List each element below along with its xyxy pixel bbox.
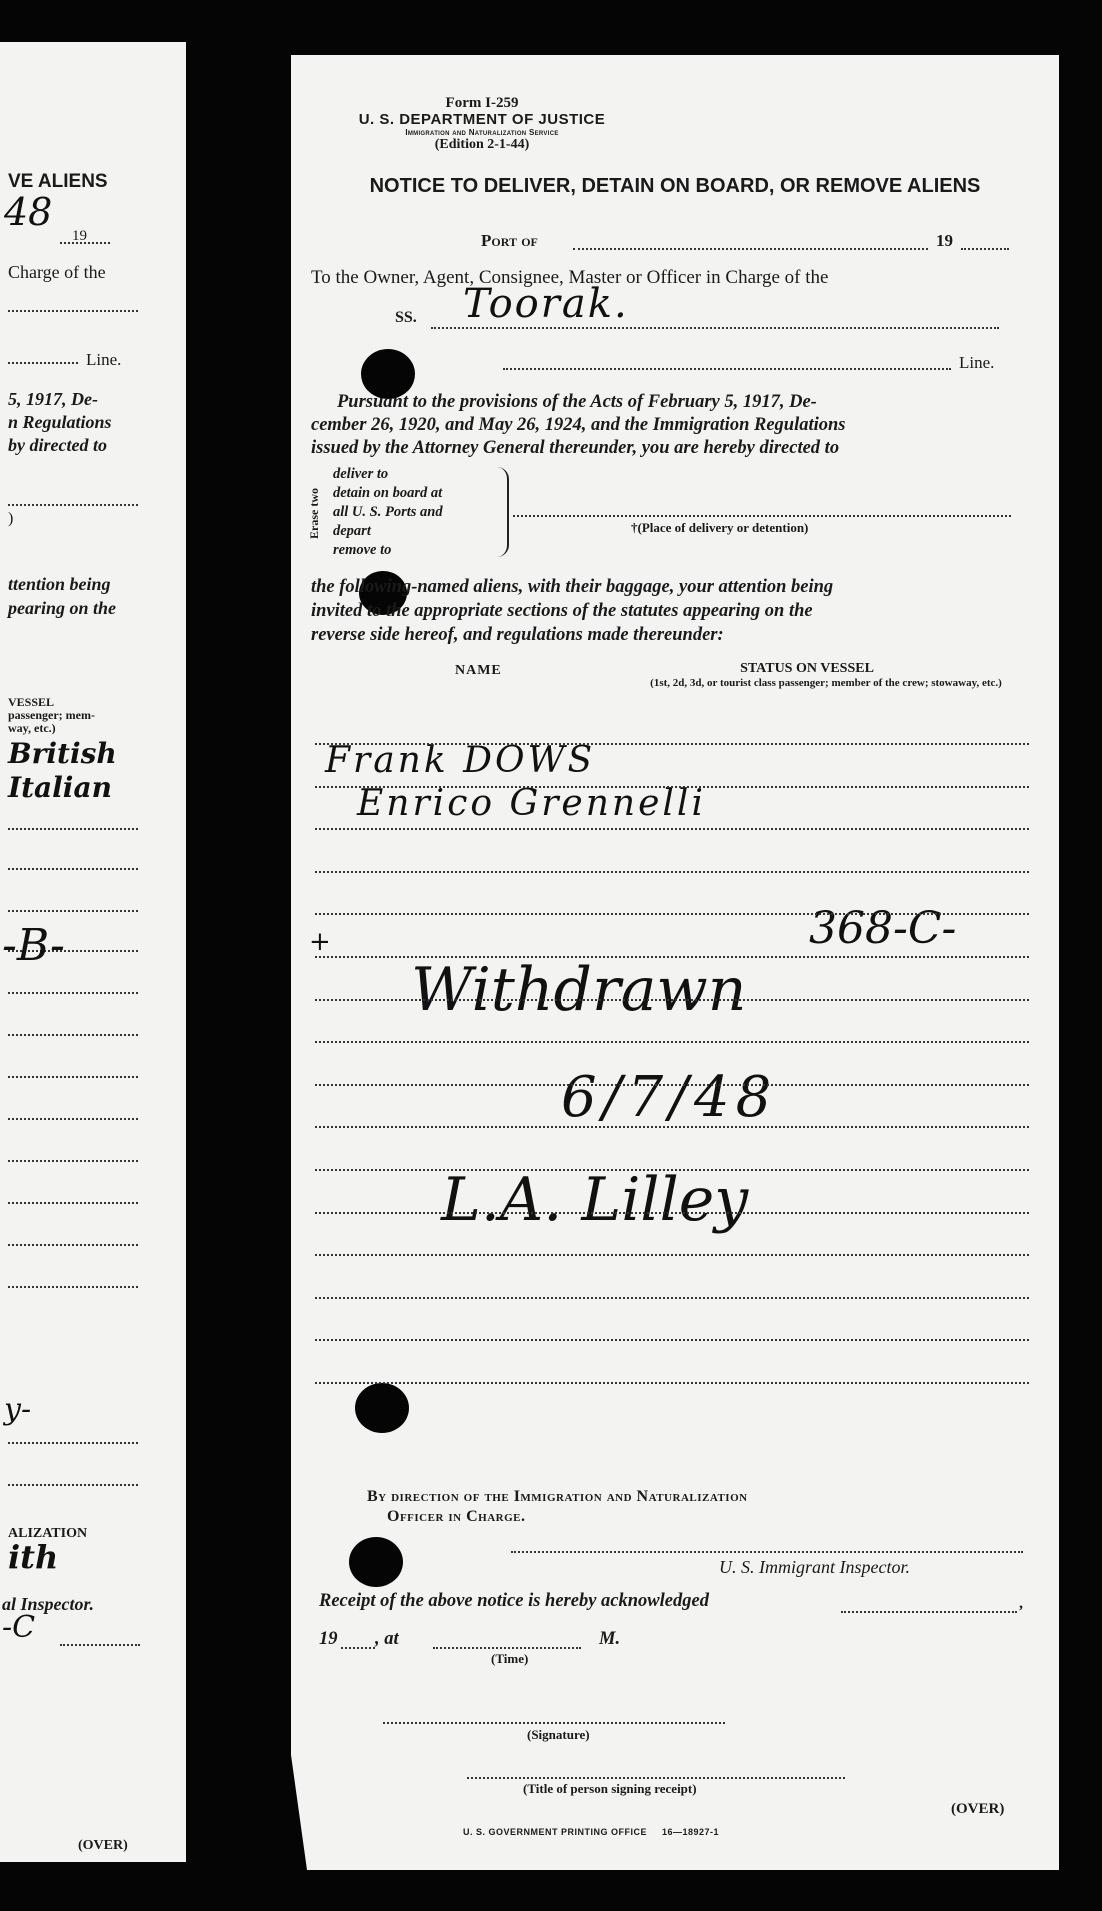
signature-line <box>383 1722 725 1724</box>
left-act-line: 5, 1917, De- <box>8 389 98 409</box>
form-title: NOTICE TO DELIVER, DETAIN ON BOARD, OR REMOVE ALIENS <box>369 175 981 197</box>
ruled-line <box>315 1126 1029 1128</box>
left-vessel-line: way, etc.) <box>8 721 56 735</box>
service: Immigration and Naturalization Service <box>405 128 559 137</box>
left-dotted-line <box>8 868 138 870</box>
withdrawn-date: 6/7/48 <box>561 1065 778 1130</box>
left-dotted-line <box>8 362 78 364</box>
title-line <box>467 1777 845 1779</box>
signature-caption: (Signature) <box>527 1727 590 1742</box>
ruled-line <box>315 743 1029 745</box>
ruled-line <box>315 828 1029 830</box>
option-detain-on-board: detain on board at <box>333 485 443 501</box>
left-attention-line: pearing on the <box>8 598 117 618</box>
option-remove-to: remove to <box>333 542 392 558</box>
option-deliver-to: deliver to <box>333 466 389 482</box>
previous-page <box>0 42 186 1862</box>
col-status-subheader: (1st, 2d, 3d, or tourist class passenger; member of the crew; stowaway, etc.) <box>650 677 1002 689</box>
port-year-prefix: 19 <box>936 231 953 250</box>
option-depart: depart <box>333 523 371 539</box>
department: U. S. DEPARTMENT OF JUSTICE <box>358 111 606 128</box>
receipt-year: 19 <box>319 1629 338 1649</box>
left-vessel-text <box>8 696 95 735</box>
left-dotted-line <box>8 1076 138 1078</box>
gpo-imprint: U. S. GOVERNMENT PRINTING OFFICE 16—18927-1 <box>462 1827 720 1837</box>
to-owner-text: To the Owner, Agent, Consignee, Master or Officer in Charge of the <box>311 267 829 288</box>
left-handwritten-code: -B- <box>2 920 65 971</box>
col-name-header: NAME <box>455 663 502 678</box>
direction-line: By direction of the Immigration and Naturalization <box>367 1488 748 1505</box>
left-act-line: by directed to <box>8 435 107 455</box>
left-vessel-line: VESSEL <box>8 695 55 709</box>
receipt-field-line <box>841 1611 1017 1613</box>
port-year-line <box>961 248 1009 250</box>
place-field-line <box>513 515 1011 517</box>
pursuant-line: Pursuant to the provisions of the Acts of February 5, 1917, De- <box>337 392 817 412</box>
left-dotted-line <box>8 1244 138 1246</box>
following-line: the following-named aliens, with their baggage, your attention being <box>311 577 834 597</box>
left-paren-fragment: ) <box>8 510 14 527</box>
left-line-fragment: Line. <box>86 350 122 369</box>
left-act-text <box>8 388 112 457</box>
title-caption: (Title of person signing receipt) <box>523 1781 697 1796</box>
place-caption: †(Place of delivery or detention) <box>631 520 809 535</box>
withdrawn-signature: L.A. Lilley <box>441 1165 749 1235</box>
left-status-british: British <box>8 737 117 770</box>
ruled-line <box>315 956 1029 958</box>
form-page <box>291 55 1059 1870</box>
left-dotted-line <box>8 1034 138 1036</box>
left-date-fragment: 19 <box>72 228 87 244</box>
following-line: reverse side hereof, and regulations made thereunder: <box>311 625 724 645</box>
ruled-line <box>315 1297 1029 1299</box>
over-label: (OVER) <box>951 1801 1005 1817</box>
handwritten-code: 368-C- <box>809 903 957 954</box>
pursuant-line: cember 26, 1920, and May 26, 1924, and the Immigration Regulations <box>311 415 846 435</box>
at-label: , at <box>375 1629 399 1649</box>
left-dotted-line <box>8 1442 138 1444</box>
ruled-line <box>315 1254 1029 1256</box>
m-label: M. <box>599 1629 621 1649</box>
receipt-comma: , <box>1019 1595 1023 1612</box>
time-field-line <box>433 1647 581 1649</box>
erase-two-label: Erase two <box>307 488 321 539</box>
ruled-line <box>315 1084 1029 1086</box>
left-charge-fragment: Charge of the <box>8 262 106 282</box>
left-dotted-line <box>8 992 138 994</box>
left-act-line: n Regulations <box>8 412 112 432</box>
left-dotted-line <box>8 504 138 506</box>
receipt-year-line <box>341 1647 375 1649</box>
left-status-italian: Italian <box>8 771 112 804</box>
ruled-line <box>315 1382 1029 1384</box>
left-attention-text <box>8 572 116 620</box>
left-dotted-line <box>8 1202 138 1204</box>
port-label: Port of <box>481 231 538 250</box>
ruled-line <box>315 786 1029 788</box>
left-date-handwritten: 48 <box>4 190 53 234</box>
direction-text <box>367 1487 748 1527</box>
left-dotted-line <box>8 1160 138 1162</box>
left-alization-fragment: ALIZATION <box>8 1526 88 1541</box>
inspector-label: U. S. Immigrant Inspector. <box>719 1557 910 1577</box>
left-date-line <box>60 242 110 244</box>
time-caption: (Time) <box>491 1651 529 1666</box>
options-bracket <box>497 467 509 557</box>
left-inspector-fragment: al Inspector. <box>2 1594 95 1614</box>
alien-name-2: Enrico Grennelli <box>357 783 706 824</box>
left-dotted-line <box>8 1286 138 1288</box>
left-dotted-line <box>8 1484 138 1486</box>
left-over-label: (OVER) <box>78 1838 128 1853</box>
pursuant-line: issued by the Attorney General thereunder, you are hereby directed to <box>311 438 840 458</box>
left-code-fragment: -C <box>2 1610 36 1645</box>
left-dotted-line <box>8 910 138 912</box>
alien-name-1: Frank DOWS <box>325 740 596 781</box>
left-dotted-line <box>8 1118 138 1120</box>
ruled-line <box>315 1339 1029 1341</box>
form-number: Form I-259 <box>445 95 519 111</box>
pursuant-text <box>311 391 1031 460</box>
punch-hole <box>349 1537 403 1587</box>
left-signature-fragment: ith <box>8 1538 59 1576</box>
direction-line: Officer in Charge. <box>387 1508 526 1525</box>
left-header-fragment: VE ALIENS <box>8 171 108 192</box>
ss-field-line <box>431 327 999 329</box>
col-status-header: STATUS ON VESSEL <box>740 661 874 676</box>
left-handwritten-status <box>8 737 117 805</box>
left-handwritten-y: y- <box>4 1392 32 1427</box>
ss-name-handwritten: Toorak. <box>463 281 629 327</box>
ruled-line <box>315 871 1029 873</box>
line-label: Line. <box>959 353 995 372</box>
edition: (Edition 2-1-44) <box>434 137 530 152</box>
port-field-line <box>573 248 928 250</box>
left-dotted-line <box>8 310 138 312</box>
torn-corner <box>291 1755 307 1870</box>
ruled-line <box>315 1212 1029 1214</box>
left-dotted-line <box>60 1644 140 1646</box>
punch-hole <box>355 1383 409 1433</box>
following-line: invited to the appropriate sections of the statutes appearing on the <box>311 601 813 621</box>
left-vessel-line: passenger; mem- <box>8 708 95 722</box>
ruled-line <box>315 1169 1029 1171</box>
left-attention-line: ttention being <box>8 574 111 594</box>
ruled-line <box>315 999 1029 1001</box>
line-field-line <box>503 368 951 370</box>
withdrawn-handwritten: Withdrawn <box>411 955 747 1025</box>
plus-mark: + <box>309 927 331 957</box>
inspector-signature-line <box>511 1551 1023 1553</box>
ruled-line <box>315 1041 1029 1043</box>
delivery-options <box>333 465 443 560</box>
receipt-label: Receipt of the above notice is hereby acknowledged <box>319 1591 709 1611</box>
following-text <box>311 575 1041 647</box>
option-all-us-ports: all U. S. Ports and <box>333 504 443 520</box>
ruled-line <box>315 913 1029 915</box>
ss-label: SS. <box>395 309 417 326</box>
left-dotted-line <box>8 828 138 830</box>
